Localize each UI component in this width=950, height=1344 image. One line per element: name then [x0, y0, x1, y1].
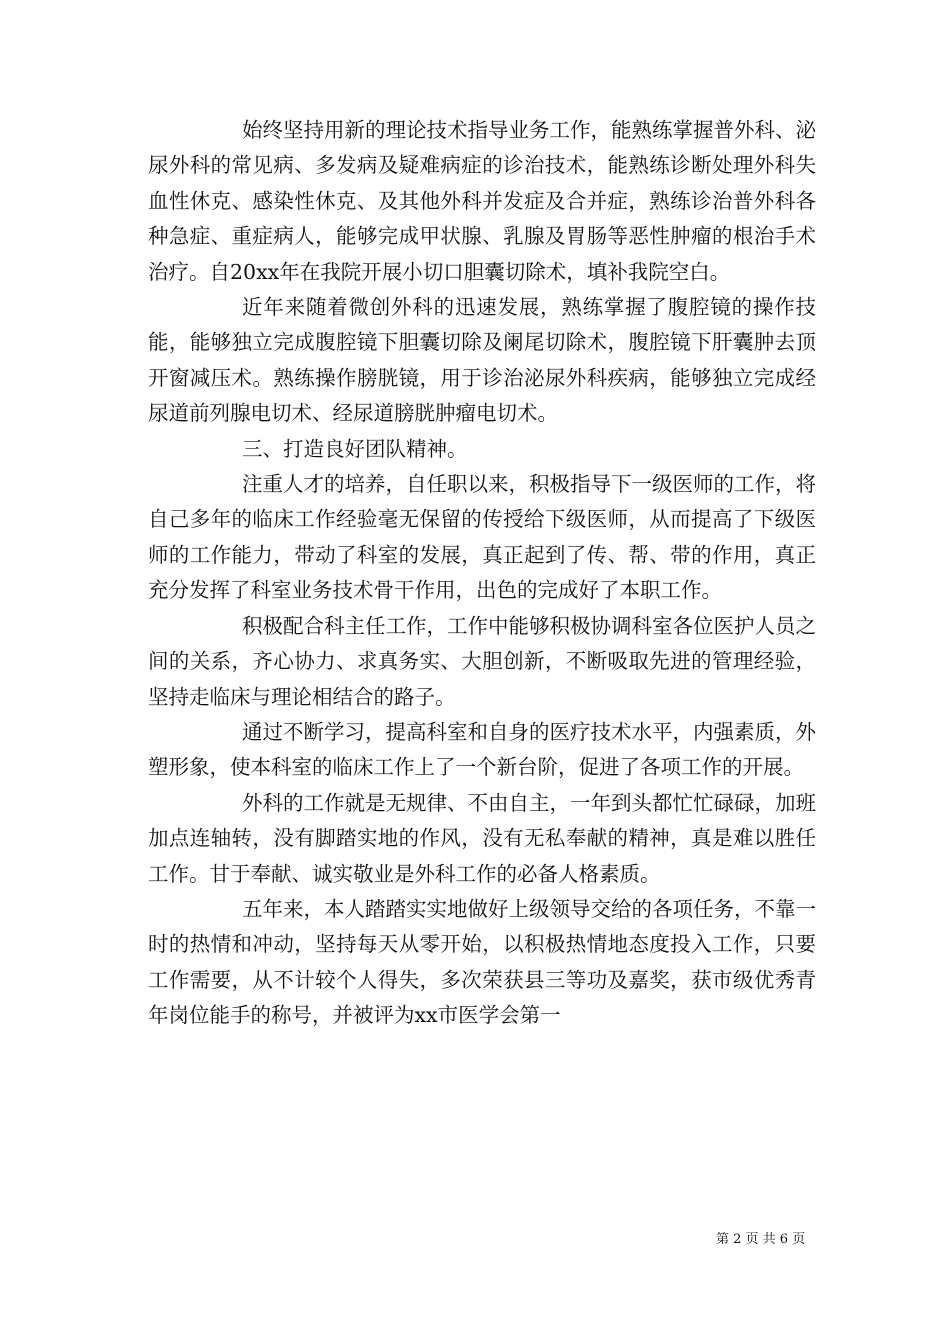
- paragraph-6: 外科的工作就是无规律、不由自主，一年到头都忙忙碌碌，加班加点连轴转，没有脚踏实地的作风，没有无私奉献的精神，真是难以胜任工作。甘于奉献、诚实敬业是外科工作的必备人格素质。: [148, 790, 816, 886]
- paragraph-2: 近年来随着微创外科的迅速发展，熟练掌握了腹腔镜的操作技能，能够独立完成腹腔镜下胆囊切除及阑尾切除术，腹腔镜下肝囊肿去顶开窗减压术。熟练操作膀胱镜，用于诊治泌尿外科疾病，能够独立完成经尿道前列腺电切术、经尿道膀胱肿瘤电切术。: [148, 295, 816, 426]
- paragraph-4: 积极配合科主任工作，工作中能够积极协调科室各位医护人员之间的关系，齐心协力、求真务实、大胆创新，不断吸取先进的管理经验，坚持走临床与理论相结合的路子。: [148, 613, 816, 709]
- section-heading: 三、打造良好团队精神。: [242, 436, 468, 461]
- document-body: [148, 113, 816, 1034]
- paragraph-7: 五年来，本人踏踏实实地做好上级领导交给的各项任务，不靠一时的热情和冲动，坚持每天从零开始，以积极热情地态度投入工作，只要工作需要，从不计较个人得失，多次荣获县三等功及嘉奖，获市级优秀青年岗位能手的称号，并被评为xx市医学会第一: [148, 896, 816, 1028]
- paragraph-5: 通过不断学习，提高科室和自身的医疗技术水平，内强素质，外塑形象，使本科室的临床工作上了一个新台阶，促进了各项工作的开展。: [148, 719, 816, 780]
- paragraph-3: 注重人才的培养，自任职以来，积极指导下一级医师的工作，将自己多年的临床工作经验毫无保留的传授给下级医师，从而提高了下级医师的工作能力，带动了科室的发展，真正起到了传、帮、带的作用，真正充分发挥了科室业务技术骨干作用，出色的完成好了本职工作。: [148, 472, 816, 603]
- paragraph-1: 始终坚持用新的理论技术指导业务工作，能熟练掌握普外科、泌尿外科的常见病、多发病及疑难病症的诊治技术，能熟练诊断处理外科失血性休克、感染性休克、及其他外科并发症及合并症，熟练诊治普外科各种急症、重症病人，能够完成甲状腺、乳腺及胃肠等恶性肿瘤的根治手术治疗。自20xx年在我院开展小切口胆囊切除术，填补我院空白。: [148, 118, 816, 284]
- page-number-footer: 第 2 页 共 6 页: [716, 1232, 806, 1247]
